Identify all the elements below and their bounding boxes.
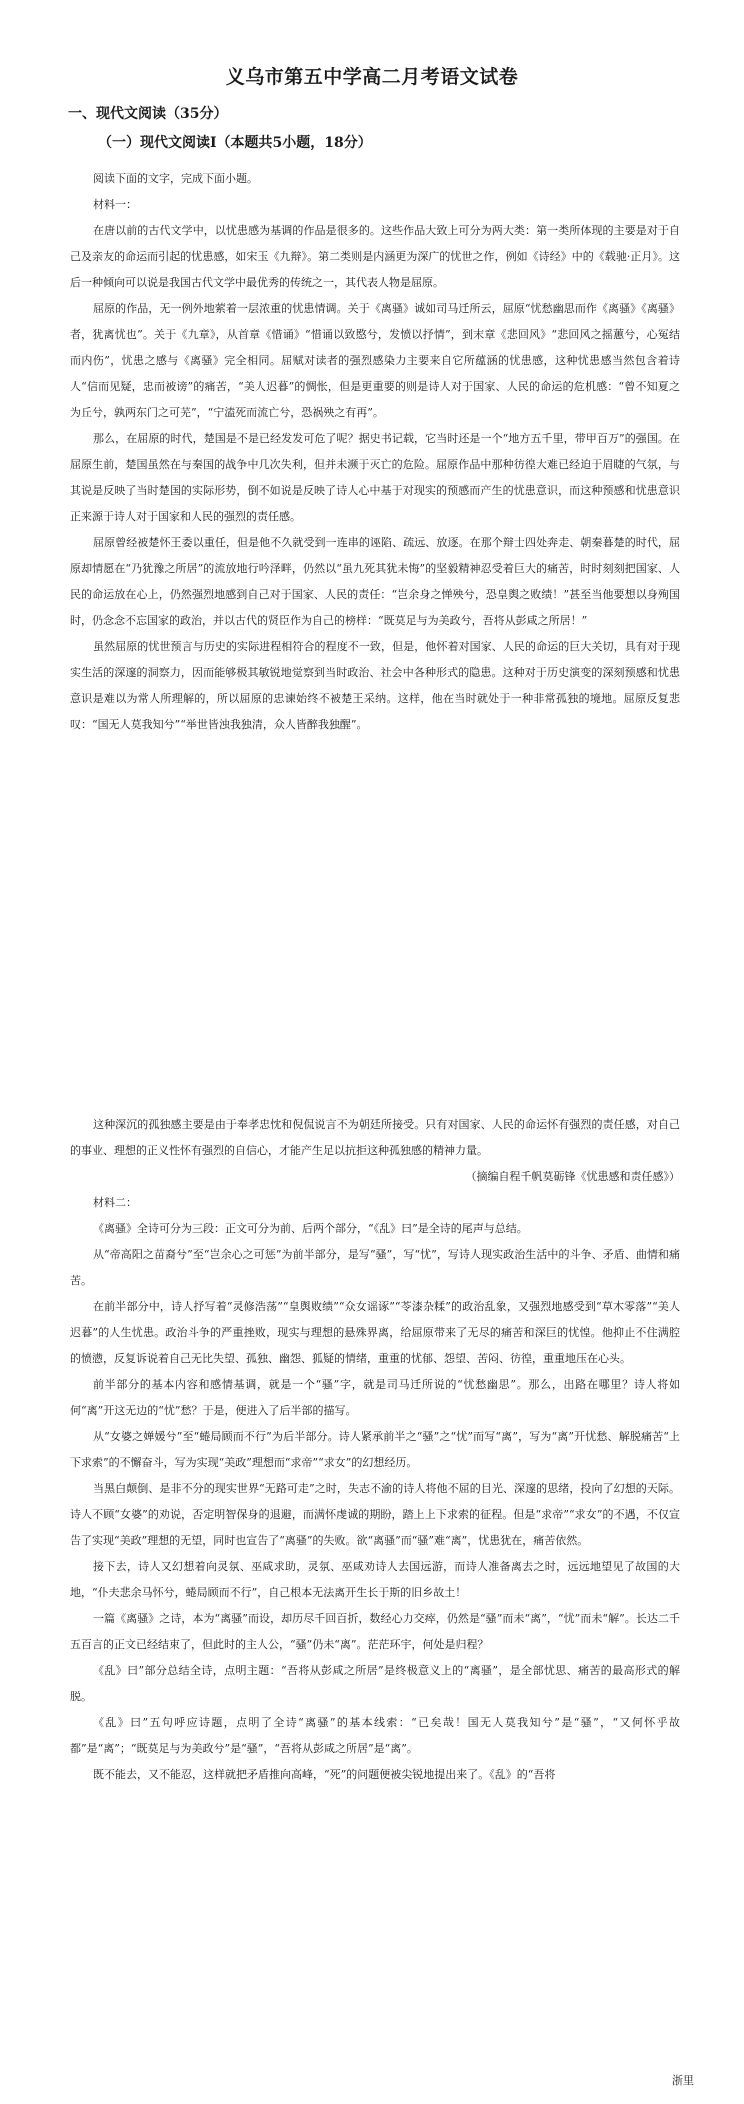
source-citation: （摘编自程千帆莫砺锋《忧患感和责任感》） [465,1170,680,1183]
paragraph: 《离骚》全诗可分为三段：正文可分为前、后两个部分，“《乱》曰”是全诗的尾声与总结。 [93,1222,528,1235]
section-heading: 一、现代文阅读（35分） [68,106,228,122]
material-label: 材料二： [93,1196,137,1209]
paragraph: 从“帝高阳之苗裔兮”至“岂余心之可惩”为前半部分，是写“骚”，写“忧”，写诗人现实政治生活中的斗争、矛盾、曲情和痛苦。 [70,1248,680,1287]
instruction: 阅读下面的文字，完成下面小题。 [93,172,258,185]
paragraph: 《乱》曰”部分总结全诗，点明主题：“吾将从彭咸之所居”是终极意义上的“离骚”，是全部忧思、痛苦的最高形式的解脱。 [70,1664,680,1703]
paragraph: 前半部分的基本内容和感情基调，就是一个“骚”字，就是司马迁所说的“忧愁幽思”。那么，出路在哪里？诗人将如何“离”开这无边的“忧”愁？于是，便进入了后半部的描写。 [70,1378,680,1417]
passage-part-two [70,1112,680,1788]
paragraph: 既不能去，又不能忍，这样就把矛盾推向高峰，“死”的问题便被尖锐地提出来了。《乱》的“吾将 [93,1768,556,1781]
paragraph: 《乱》曰”五句呼应诗题，点明了全诗“离骚”的基本线索：“已矣哉！国无人莫我知兮”是“骚”，“又何怀乎故都”是“离”；“既莫足与为美政兮”是“骚”，“吾将从彭咸之所居”是“离”。 [70,1716,680,1755]
paragraph: 屈原的作品，无一例外地萦着一层浓重的忧患情调。关于《离骚》诚如司马迁所云，屈原“忧愁幽思而作《离骚》《离骚》者，犹离忧也”。关于《九章》，从首章《惜诵》“惜诵以致愍兮，发愤以抒情”，到末章《悲回风》“悲回风之摇蕙兮，心冤结而内伤”，忧患之感与《离骚》完全相同。屈赋对读者的强烈感染力主要来自它所蕴涵的忧患感，这种忧患感当然包含着诗人“信而见疑，忠而被谤”的痛苦，“美人迟暮”的惆怅，但是更重要的则是诗人对于国家、人民的命运的危机感：“曾不知夏之为丘兮，孰两东门之可芜”，“宁溘死而流亡兮，恐祸殃之有再”。 [70,302,680,419]
paragraph: 屈原曾经被楚怀王委以重任，但是他不久就受到一连串的诬陷、疏远、放逐。在那个辩士四处奔走、朝秦暮楚的时代，屈原却情愿在“乃犹豫之所居”的流放地行吟泽畔，仍然以“虽九死其犹未悔”的坚毅精神忍受着巨大的痛苦，时时刻刻把国家、人民的命运放在心上，仍然强烈地感到自己对于国家、人民的责任：“岂余身之惮殃兮，恐皇舆之败绩！”甚至当他要想以身殉国时，仍念念不忘国家的政治，并以古代的贤臣作为自己的榜样：“既莫足与为美政兮，吾将从彭咸之所居！” [70,536,680,627]
page-footer: 浙里 [672,2074,694,2087]
paragraph: 那么，在屈原的时代，楚国是不是已经发发可危了呢？据史书记载，它当时还是一个“地方五千里，带甲百万”的强国。在屈原生前，楚国虽然在与秦国的战争中几次失利，但并未濒于灭亡的危险。屈原作品中那种彷徨大难已经迫于眉睫的气氛，与其说是反映了当时楚国的实际形势，倒不如说是反映了诗人心中基于对现实的预感而产生的忧患意识，而这种预感和忧患意识正来源于诗人对于国家和人民的强烈的责任感。 [70,432,680,523]
exam-title: 义乌市第五中学高二月考语文试卷 [225,66,519,88]
paragraph: 当黑白颠倒、是非不分的现实世界“无路可走”之时，失志不渝的诗人将他不屈的目光、深邃的思绪，投向了幻想的天际。诗人不顾“女婆”的劝说，否定明智保身的退避，而满怀虔诚的期盼，踏上上下求索的征程。但是“求帝”“求女”的不遇，不仅宣告了实现“美政”理想的无望，同时也宣告了“离骚”的失败。欲“离骚”而“骚”难“离”，忧患犹在，痛苦依然。 [70,1482,680,1547]
subsection-heading: （一）现代文阅读Ⅰ（本题共5小题，18分） [98,135,372,151]
paragraph: 接下去，诗人又幻想着向灵氛、巫咸求助，灵氛、巫咸劝诗人去国远游，而诗人准备离去之时，远远地望见了故国的大地，“仆夫悲余马怀兮，蜷局顾而不行”，自己根本无法离开生长于斯的旧乡故土！ [70,1560,680,1599]
paragraph: 虽然屈原的忧世预言与历史的实际进程相符合的程度不一致，但是，他怀着对国家、人民的命运的巨大关切，具有对于现实生活的深邃的洞察力，因而能够极其敏锐地觉察到当时政治、社会中各种形式的隐患。这种对于历史演变的深刻预感和忧患意识是难以为常人所理解的，所以屈原的忠谏始终不被楚王采纳。这样，他在当时就处于一种非常孤独的境地。屈原反复悲叹：“国无人莫我知兮”“举世皆浊我独清，众人皆醉我独醒”。 [70,640,680,731]
paragraph: 在唐以前的古代文学中，以忧患感为基调的作品是很多的。这些作品大致上可分为两大类：第一类所体现的主要是对于自己及亲友的命运而引起的忧患感，如宋玉《九辩》。第二类则是内涵更为深广的忧世之作，例如《诗经》中的《载驰·正月》。这后一种倾向可以说是我国古代文学中最优秀的传统之一，其代表人物是屈原。 [70,224,680,289]
paragraph: 一篇《离骚》之诗，本为“离骚”而设，却历尽千回百折，数经心力交瘁，仍然是“骚”而未“离”，“忧”而未“解”。长达二千五百言的正文已经结束了，但此时的主人公，“骚”仍未“离”。茫茫环宇，何处是归程？ [70,1612,680,1651]
passage-part-one [70,166,680,738]
paragraph: 从“女婆之婵媛兮”至“蜷局顾而不行”为后半部分。诗人紧承前半之“骚”之“忧”而写“离”，写为“离”开忧愁、解脱痛苦“上下求索”的不懈奋斗，写为实现“美政”理想而“求帝”“求女”的幻想经历。 [70,1430,680,1469]
paragraph: 这种深沉的孤独感主要是由于奉孝忠忱和倪侃说言不为朝廷所接受。只有对国家、人民的命运怀有强烈的责任感，对自己的事业、理想的正义性怀有强烈的自信心，才能产生足以抗拒这种孤独感的精神力量。 [70,1118,680,1157]
material-label: 材料一： [93,198,137,211]
paragraph: 在前半部分中，诗人抒写着“灵修浩荡”“皇舆败绩”“众女谣诼”“苓漆杂糅”的政治乱象，又强烈地感受到“草木零落”“美人迟暮”的人生忧患。政治斗争的严重挫败，现实与理想的悬殊界离，给屈原带来了无尽的痛苦和深巨的忧惶。他抑止不住满腔的愤懑，反复诉说着自己无比失望、孤独、幽怨、狐疑的情绪，重重的忧郁、怨望、苦闷、彷徨，重重地压在心头。 [70,1300,680,1365]
